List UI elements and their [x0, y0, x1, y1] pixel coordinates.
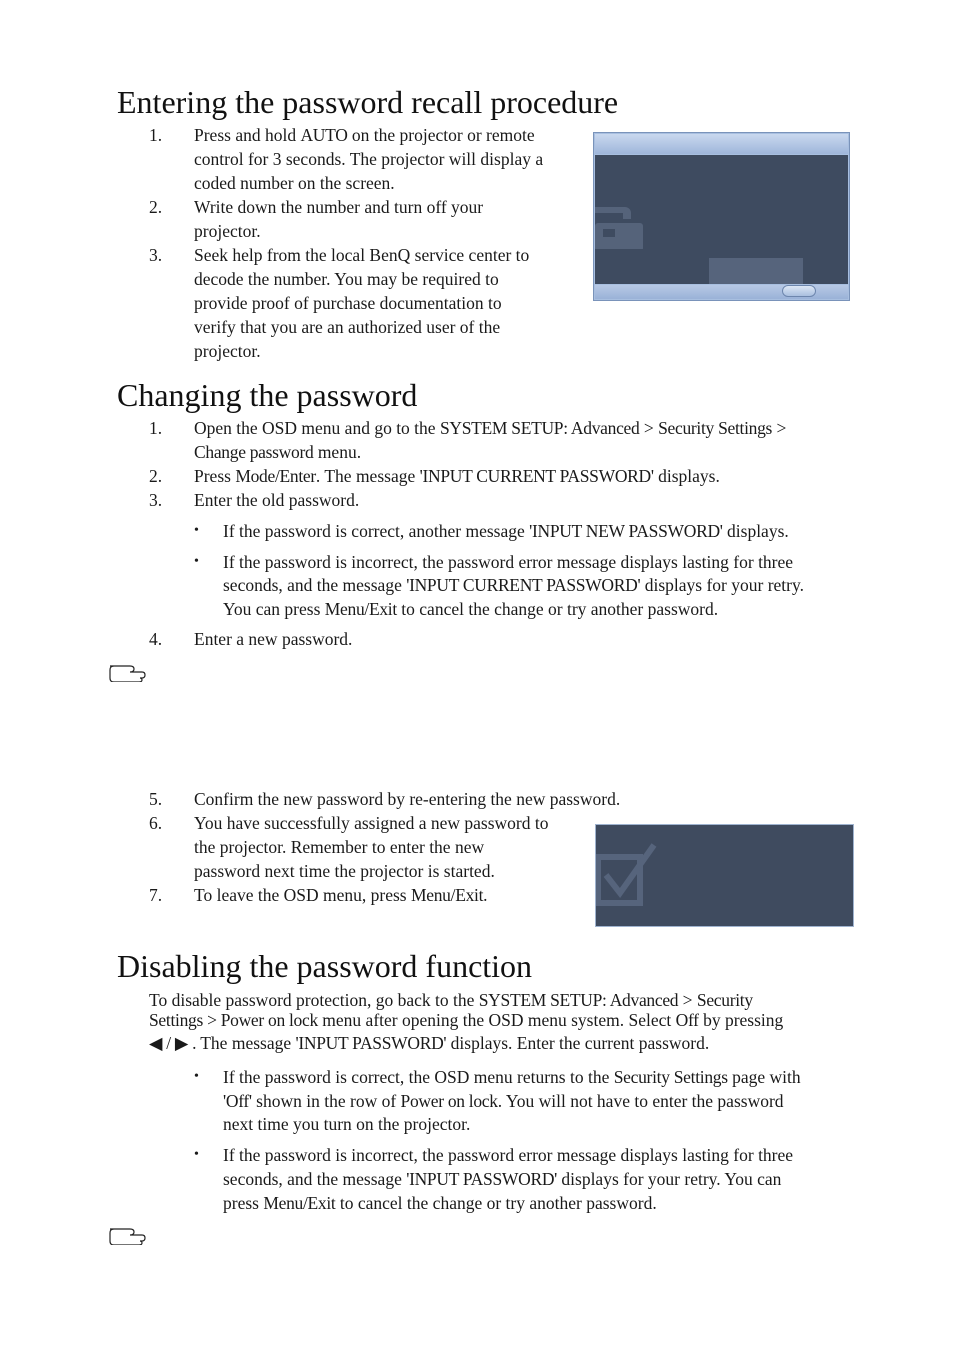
- text-line: [194, 464, 720, 488]
- step-number: 1.: [149, 418, 163, 438]
- text-line: [194, 811, 549, 835]
- step-number: 2.: [149, 197, 163, 217]
- text-run: projector.: [194, 221, 261, 241]
- bullet-marker: •: [194, 554, 199, 569]
- screenshot-body: [595, 155, 848, 284]
- password-recall-screenshot: [593, 132, 850, 301]
- text-run: The message: [196, 1033, 296, 1053]
- text-run: >: [678, 990, 697, 1010]
- text-line: [149, 1031, 709, 1055]
- ui-term: 'INPUT NEW PASSWORD': [529, 521, 723, 541]
- text-line: [194, 339, 261, 363]
- text-line: [194, 243, 529, 267]
- ui-term: Mode/Enter: [235, 466, 316, 486]
- text-run: Seek help from the local BenQ service center to: [194, 245, 530, 265]
- text-line: [223, 1143, 793, 1167]
- text-line: [194, 488, 359, 512]
- ok-button: [782, 285, 816, 297]
- text-run: control for 3 seconds. The projector will display a: [194, 149, 544, 169]
- text-line: [223, 1065, 801, 1089]
- step-number: 7.: [149, 885, 163, 905]
- text-run: coded number on the screen.: [194, 173, 395, 193]
- step-number: 4.: [149, 629, 163, 649]
- text-run: seconds, and the message: [223, 1169, 407, 1189]
- text-line: [194, 315, 500, 339]
- text-line: [194, 859, 495, 883]
- step-text: Enter a new password.: [194, 629, 353, 649]
- ui-term: 'INPUT CURRENT PASSWORD': [419, 466, 654, 486]
- ui-term: Off: [675, 1010, 699, 1030]
- password-set-screenshot: [595, 824, 854, 927]
- text-run: Confirm the new password by re-entering the new password.: [194, 789, 621, 809]
- ui-term: Change password: [194, 442, 314, 462]
- text-run: Open the OSD menu and go to the: [194, 418, 440, 438]
- text-line: [194, 219, 261, 243]
- text-run: To disable password protection, go back to the: [149, 990, 479, 1010]
- coded-number-field: [709, 258, 803, 284]
- text-run: You can press: [223, 599, 325, 619]
- text-run: To leave the OSD menu, press: [194, 885, 411, 905]
- text-run: Write down the number and turn off your: [194, 197, 484, 217]
- ui-term: Power on lock: [400, 1091, 498, 1111]
- text-run: on the projector or remote: [347, 125, 535, 145]
- text-run: verify that you are an authorized user of the: [194, 317, 501, 337]
- text-line: [194, 195, 483, 219]
- text-line: [223, 1089, 784, 1113]
- text-run: to cancel the change or try another password.: [396, 599, 719, 619]
- pointing-hand-note-icon: [108, 660, 146, 682]
- screenshot-bottom-bar: [595, 285, 848, 299]
- text-line: [223, 1112, 470, 1136]
- text-run: the projector. Remember to enter the new: [194, 837, 485, 857]
- heading-disabling-password: Disabling the password function: [117, 948, 533, 984]
- text-run: If the password is correct, the OSD menu returns to the: [223, 1067, 614, 1087]
- bullet-marker: •: [194, 523, 199, 538]
- pointing-hand-note-icon: [108, 1223, 146, 1245]
- ui-term: ◀ / ▶ .: [149, 1033, 197, 1053]
- ui-term: Menu/Exit: [263, 1193, 336, 1213]
- text-line: [194, 835, 484, 859]
- text-run: displays.: [722, 521, 789, 541]
- text-run: shown in the row of: [251, 1091, 401, 1111]
- ui-term: Menu/Exit: [324, 599, 397, 619]
- ui-term: 'INPUT PASSWORD': [406, 1169, 558, 1189]
- text-run: press: [223, 1193, 264, 1213]
- text-run: Enter the old password.: [194, 490, 360, 510]
- step-number: 2.: [149, 466, 163, 486]
- text-run: displays.: [653, 466, 720, 486]
- text-line: [194, 291, 502, 315]
- bullet-marker: •: [194, 1069, 199, 1084]
- step-number: 1.: [149, 125, 163, 145]
- text-run: If the password is correct, another message: [223, 521, 530, 541]
- text-run: . You will not have to enter the password: [497, 1091, 784, 1111]
- text-line: [194, 883, 487, 907]
- text-run: password next time the projector is started.: [194, 861, 495, 881]
- ui-term: Security Settings: [613, 1067, 728, 1087]
- text-run: If the password is incorrect, the password error message displays lasting for three: [223, 1145, 794, 1165]
- heading-changing-password: Changing the password: [117, 377, 418, 413]
- text-run: provide proof of purchase documentation to: [194, 293, 502, 313]
- text-run: next time you turn on the projector.: [223, 1114, 471, 1134]
- text-run: seconds, and the message: [223, 575, 407, 595]
- text-line: [194, 147, 543, 171]
- text-run: to cancel the change or try another password.: [335, 1193, 657, 1213]
- text-run: >: [639, 418, 659, 438]
- text-run: >: [772, 418, 787, 438]
- ui-term: 'INPUT PASSWORD': [295, 1033, 447, 1053]
- text-line: [223, 550, 793, 574]
- text-run: If the password is incorrect, the password error message displays lasting for three: [223, 552, 794, 572]
- text-line: [194, 267, 499, 291]
- ui-term: Settings > Power on lock: [149, 1010, 318, 1030]
- text-line: [223, 1167, 781, 1191]
- heading-password-recall: Entering the password recall procedure: [117, 84, 619, 120]
- text-line: [194, 123, 535, 147]
- text-run: displays for your retry.: [640, 575, 804, 595]
- ui-term: 'INPUT CURRENT PASSWORD': [406, 575, 641, 595]
- text-line: [223, 1191, 657, 1215]
- text-run: You have successfully assigned a new password to: [194, 813, 549, 833]
- text-run: Press and hold: [194, 125, 301, 145]
- padlock-icon: [595, 185, 643, 249]
- text-line: [194, 171, 395, 195]
- text-run: decode the number. You may be required to: [194, 269, 499, 289]
- ui-term: Security: [696, 990, 753, 1010]
- ui-term: SYSTEM SETUP: Advanced: [439, 418, 640, 438]
- text-run: displays. Enter the current password.: [446, 1033, 710, 1053]
- text-run: projector.: [194, 341, 261, 361]
- text-run: . The message: [315, 466, 420, 486]
- text-line: [223, 573, 804, 597]
- ui-term: Menu/Exit.: [411, 885, 488, 905]
- checkmark-icon: [596, 843, 658, 909]
- ui-term: SYSTEM SETUP: Advanced: [478, 990, 679, 1010]
- text-line: [223, 597, 718, 621]
- ui-term: Security Settings: [658, 418, 773, 438]
- ui-term: AUTO: [300, 125, 348, 145]
- text-run: Press: [194, 466, 236, 486]
- text-run: page with: [727, 1067, 801, 1087]
- bullet-marker: •: [194, 1147, 199, 1162]
- text-line: [194, 787, 620, 811]
- text-run: displays for your retry. You can: [557, 1169, 782, 1189]
- step-number: 3.: [149, 245, 163, 265]
- screenshot-title-bar: [595, 134, 848, 154]
- step-number: 3.: [149, 490, 163, 510]
- text-line: [223, 519, 789, 543]
- step-number: 6.: [149, 813, 163, 833]
- text-run: menu.: [313, 442, 362, 462]
- text-line: [149, 1008, 783, 1032]
- ui-term: 'Off': [223, 1091, 252, 1111]
- text-line: [194, 416, 786, 440]
- text-run: menu after opening the OSD menu system. Select: [317, 1010, 676, 1030]
- step-number: 5.: [149, 789, 163, 809]
- text-run: by pressing: [698, 1010, 784, 1030]
- text-line: [194, 440, 361, 464]
